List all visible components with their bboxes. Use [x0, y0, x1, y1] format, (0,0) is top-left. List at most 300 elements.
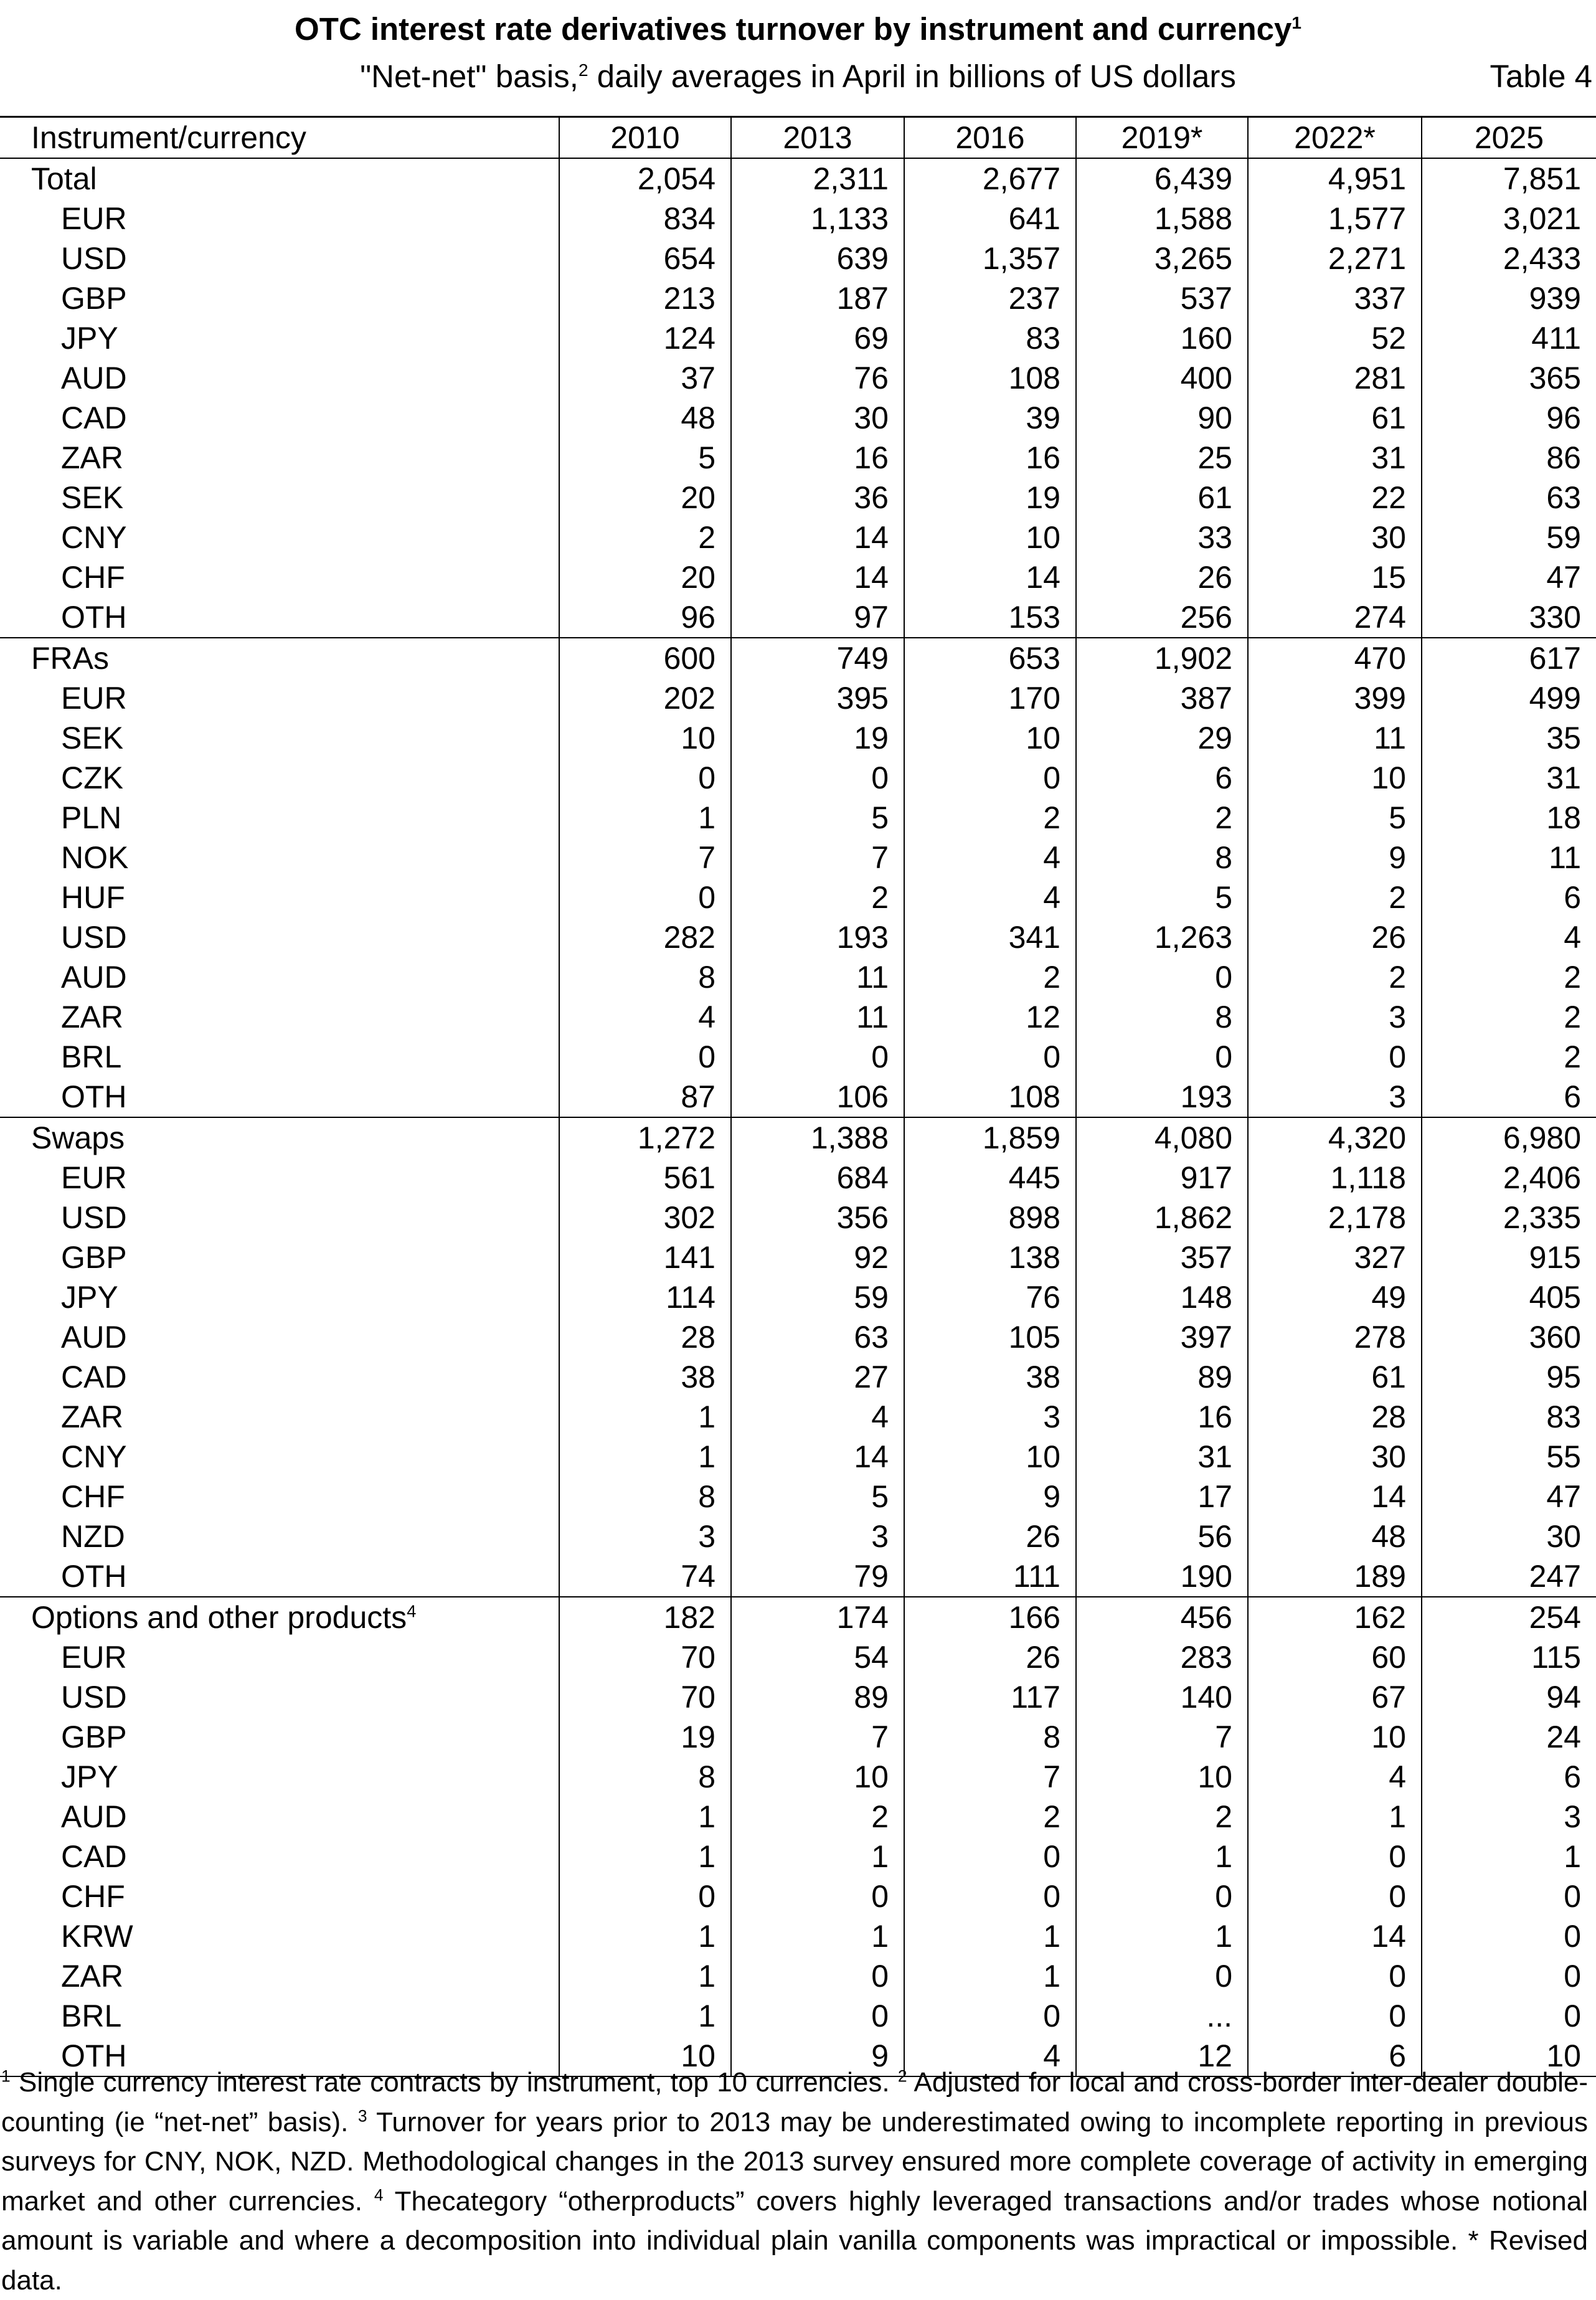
value-cell: 3	[1422, 1797, 1596, 1837]
value-cell: 1	[559, 1837, 731, 1876]
currency-row	[0, 1317, 1596, 1357]
value-cell: 124	[559, 318, 731, 358]
value-cell: 1	[1076, 1916, 1248, 1956]
value-cell: 2	[904, 957, 1076, 997]
value-cell: 140	[1076, 1677, 1248, 1717]
value-cell: 2,271	[1248, 239, 1422, 278]
currency-row	[0, 718, 1596, 758]
footnote-mark: 1	[1, 2066, 11, 2086]
value-cell: 1	[559, 1996, 731, 2036]
instrument-label-text: FRAs	[31, 641, 109, 676]
value-cell: 2	[731, 1797, 904, 1837]
currency-label: ZAR	[61, 1399, 123, 1434]
currency-label: USD	[61, 1200, 127, 1235]
value-cell: 28	[1248, 1397, 1422, 1437]
group-total-row	[0, 1117, 1596, 1158]
value-cell: 5	[1076, 878, 1248, 917]
value-cell: 0	[559, 1037, 731, 1077]
currency-row	[0, 1916, 1596, 1956]
value-cell: 4,951	[1248, 158, 1422, 199]
value-cell: 456	[1076, 1597, 1248, 1637]
value-cell: 2	[1248, 878, 1422, 917]
value-cell: 30	[1422, 1517, 1596, 1556]
column-header-year: 2013	[731, 117, 904, 159]
value-cell: 89	[1076, 1357, 1248, 1397]
value-cell: 14	[1248, 1477, 1422, 1517]
value-cell: 3	[1248, 1077, 1422, 1117]
value-cell: 2,677	[904, 158, 1076, 199]
value-cell: 10	[1248, 758, 1422, 798]
column-header-instrument: Instrument/currency	[31, 120, 306, 155]
value-cell: 14	[731, 1437, 904, 1477]
value-cell: 5	[559, 438, 731, 478]
value-cell: 2,311	[731, 158, 904, 199]
value-cell: 55	[1422, 1437, 1596, 1477]
value-cell: 11	[1422, 838, 1596, 878]
instrument-label-text: Swaps	[31, 1120, 125, 1155]
value-cell: 2,178	[1248, 1198, 1422, 1238]
footnote-mark: 2	[897, 2066, 907, 2086]
currency-label: CHF	[61, 1879, 125, 1914]
instrument-label-text: Options and other products	[31, 1600, 407, 1635]
value-cell: 38	[559, 1357, 731, 1397]
value-cell: 537	[1076, 278, 1248, 318]
value-cell: 641	[904, 199, 1076, 239]
currency-row	[0, 997, 1596, 1037]
value-cell: 213	[559, 278, 731, 318]
value-cell: 4	[1422, 917, 1596, 957]
value-cell: 10	[1076, 1757, 1248, 1797]
value-cell: 14	[904, 557, 1076, 597]
value-cell: 6	[1422, 878, 1596, 917]
value-cell: 2,335	[1422, 1198, 1596, 1238]
currency-row	[0, 557, 1596, 597]
value-cell: 639	[731, 239, 904, 278]
currency-label: ZAR	[61, 1959, 123, 1994]
value-cell: 1	[904, 1916, 1076, 1956]
value-cell: 92	[731, 1238, 904, 1277]
instrument-group	[0, 638, 1596, 1117]
currency-row	[0, 1277, 1596, 1317]
currency-row	[0, 1238, 1596, 1277]
value-cell: 8	[1076, 838, 1248, 878]
value-cell: 10	[904, 1437, 1076, 1477]
column-header-year: 2016	[904, 117, 1076, 159]
value-cell: 16	[1076, 1397, 1248, 1437]
value-cell: 237	[904, 278, 1076, 318]
value-cell: 834	[559, 199, 731, 239]
currency-row	[0, 917, 1596, 957]
currency-row	[0, 838, 1596, 878]
value-cell: 115	[1422, 1637, 1596, 1677]
value-cell: 0	[1248, 1837, 1422, 1876]
footnote-text: Turnover for years prior to 2013 may be underestimated owing to incomplete reporting in previous surveys for CNY, NOK, NZD. Methodological changes in the 2013 survey ensured more complete coverage of activity in emerging market and other currencies.	[1, 2106, 1588, 2217]
currency-label: AUD	[61, 960, 127, 995]
value-cell: 70	[559, 1677, 731, 1717]
value-cell: 96	[1422, 398, 1596, 438]
value-cell: 915	[1422, 1238, 1596, 1277]
value-cell: 59	[731, 1277, 904, 1317]
value-cell: 193	[731, 917, 904, 957]
value-cell: 47	[1422, 1477, 1596, 1517]
value-cell: 19	[559, 1717, 731, 1757]
value-cell: 70	[559, 1637, 731, 1677]
value-cell: 0	[731, 1956, 904, 1996]
currency-row	[0, 1956, 1596, 1996]
currency-label: EUR	[61, 1160, 127, 1195]
value-cell: 33	[1076, 518, 1248, 557]
currency-label: KRW	[61, 1919, 133, 1954]
instrument-group	[0, 1117, 1596, 1597]
value-cell: 1	[559, 1437, 731, 1477]
instrument-footnote-mark: 4	[407, 1601, 417, 1621]
table-subtitle	[0, 56, 1596, 97]
currency-label: USD	[61, 920, 127, 955]
value-cell: 0	[1248, 1876, 1422, 1916]
value-cell: 108	[904, 358, 1076, 398]
value-cell: 2	[1248, 957, 1422, 997]
value-cell: 30	[731, 398, 904, 438]
currency-row	[0, 1357, 1596, 1397]
value-cell: 25	[1076, 438, 1248, 478]
currency-row	[0, 1996, 1596, 2036]
value-cell: 0	[904, 1837, 1076, 1876]
value-cell: 26	[1248, 917, 1422, 957]
value-cell: 11	[731, 997, 904, 1037]
currency-row	[0, 1517, 1596, 1556]
value-cell: 18	[1422, 798, 1596, 838]
subtitle-text-pre: "Net-net" basis,	[360, 59, 578, 94]
value-cell: 600	[559, 638, 731, 678]
value-cell: 5	[731, 1477, 904, 1517]
instrument-label-text: Total	[31, 161, 97, 196]
value-cell: 8	[559, 1757, 731, 1797]
value-cell: 0	[904, 758, 1076, 798]
value-cell: 141	[559, 1238, 731, 1277]
currency-label: CHF	[61, 1479, 125, 1514]
value-cell: 170	[904, 678, 1076, 718]
value-cell: 4	[559, 997, 731, 1037]
instrument-label	[0, 1117, 559, 1158]
value-cell: 0	[904, 1037, 1076, 1077]
value-cell: 74	[559, 1556, 731, 1597]
value-cell: 30	[1248, 1437, 1422, 1477]
value-cell: 360	[1422, 1317, 1596, 1357]
value-cell: 86	[1422, 438, 1596, 478]
value-cell: 1,862	[1076, 1198, 1248, 1238]
value-cell: 0	[1076, 957, 1248, 997]
currency-row	[0, 798, 1596, 838]
value-cell: 12	[904, 997, 1076, 1037]
value-cell: 2	[904, 798, 1076, 838]
currency-label: CNY	[61, 520, 127, 555]
value-cell: 48	[559, 398, 731, 438]
currency-label: ZAR	[61, 1000, 123, 1034]
value-cell: 749	[731, 638, 904, 678]
currency-row	[0, 1837, 1596, 1876]
value-cell: 29	[1076, 718, 1248, 758]
value-cell: 90	[1076, 398, 1248, 438]
value-cell: 4	[731, 1397, 904, 1437]
value-cell: ...	[1076, 1996, 1248, 2036]
value-cell: 8	[559, 1477, 731, 1517]
value-cell: 9	[1248, 838, 1422, 878]
value-cell: 3	[731, 1517, 904, 1556]
value-cell: 117	[904, 1677, 1076, 1717]
currency-row	[0, 518, 1596, 557]
value-cell: 94	[1422, 1677, 1596, 1717]
value-cell: 282	[559, 917, 731, 957]
value-cell: 0	[1422, 1956, 1596, 1996]
value-cell: 330	[1422, 597, 1596, 638]
turnover-table	[0, 116, 1596, 2077]
value-cell: 16	[731, 438, 904, 478]
value-cell: 0	[1248, 1037, 1422, 1077]
group-total-row	[0, 638, 1596, 678]
currency-label: HUF	[61, 880, 125, 915]
currency-label: BRL	[61, 1039, 122, 1074]
value-cell: 11	[731, 957, 904, 997]
value-cell: 365	[1422, 358, 1596, 398]
value-cell: 56	[1076, 1517, 1248, 1556]
currency-row	[0, 278, 1596, 318]
value-cell: 7	[1076, 1717, 1248, 1757]
column-header-year: 2019*	[1076, 117, 1248, 159]
currency-label: GBP	[61, 1240, 127, 1275]
currency-row	[0, 1037, 1596, 1077]
group-total-row	[0, 158, 1596, 199]
value-cell: 3	[559, 1517, 731, 1556]
value-cell: 14	[731, 518, 904, 557]
value-cell: 2	[1076, 1797, 1248, 1837]
value-cell: 5	[1248, 798, 1422, 838]
value-cell: 19	[731, 718, 904, 758]
currency-label: NZD	[61, 1519, 125, 1554]
value-cell: 411	[1422, 318, 1596, 358]
value-cell: 387	[1076, 678, 1248, 718]
currency-row	[0, 957, 1596, 997]
instrument-group	[0, 1597, 1596, 2076]
value-cell: 3	[904, 1397, 1076, 1437]
value-cell: 37	[559, 358, 731, 398]
value-cell: 4	[1248, 1757, 1422, 1797]
value-cell: 0	[731, 1037, 904, 1077]
value-cell: 4	[904, 878, 1076, 917]
value-cell: 6	[1248, 2036, 1422, 2076]
value-cell: 0	[1422, 1876, 1596, 1916]
currency-label: CHF	[61, 560, 125, 595]
currency-label: GBP	[61, 281, 127, 316]
value-cell: 2	[1422, 957, 1596, 997]
currency-row	[0, 597, 1596, 638]
currency-label: JPY	[61, 321, 118, 356]
value-cell: 111	[904, 1556, 1076, 1597]
value-cell: 254	[1422, 1597, 1596, 1637]
footnotes	[1, 2063, 1588, 2300]
title-footnote-mark: 1	[1291, 13, 1301, 32]
currency-label: SEK	[61, 480, 124, 515]
value-cell: 61	[1248, 1357, 1422, 1397]
footnote-text: Single currency interest rate contracts by instrument, top 10 currencies.	[10, 2067, 898, 2098]
value-cell: 1	[731, 1916, 904, 1956]
value-cell: 202	[559, 678, 731, 718]
header-row	[0, 117, 1596, 159]
value-cell: 2,054	[559, 158, 731, 199]
currency-row	[0, 1397, 1596, 1437]
value-cell: 898	[904, 1198, 1076, 1238]
currency-row	[0, 1077, 1596, 1117]
currency-row	[0, 1717, 1596, 1757]
currency-row	[0, 1158, 1596, 1198]
column-header-year: 2025	[1422, 117, 1596, 159]
currency-label: OTH	[61, 2038, 127, 2073]
value-cell: 2,406	[1422, 1158, 1596, 1198]
value-cell: 138	[904, 1238, 1076, 1277]
value-cell: 10	[559, 718, 731, 758]
value-cell: 5	[731, 798, 904, 838]
footnote-mark: 3	[357, 2106, 367, 2125]
currency-label: AUD	[61, 1799, 127, 1834]
value-cell: 108	[904, 1077, 1076, 1117]
currency-label: JPY	[61, 1280, 118, 1315]
value-cell: 10	[904, 518, 1076, 557]
footnote-text: Adjusted for local and cross-border inter-dealer double-counting (ie “net-net” basis).	[1, 2067, 1588, 2137]
value-cell: 274	[1248, 597, 1422, 638]
currency-label: USD	[61, 1680, 127, 1715]
currency-row	[0, 1198, 1596, 1238]
value-cell: 2,433	[1422, 239, 1596, 278]
value-cell: 174	[731, 1597, 904, 1637]
value-cell: 36	[731, 478, 904, 518]
value-cell: 19	[904, 478, 1076, 518]
instrument-group	[0, 158, 1596, 638]
value-cell: 397	[1076, 1317, 1248, 1357]
value-cell: 399	[1248, 678, 1422, 718]
value-cell: 1	[559, 1956, 731, 1996]
value-cell: 61	[1248, 398, 1422, 438]
footnote-text: Thecategory “otherproducts” covers highly leveraged transactions and/or trades whose notional amount is variable and where a decomposition into individual plain vanilla components was impractical or impossible. * Revised data.	[1, 2185, 1588, 2296]
value-cell: 617	[1422, 638, 1596, 678]
currency-label: PLN	[61, 800, 122, 835]
value-cell: 96	[559, 597, 731, 638]
value-cell: 9	[731, 2036, 904, 2076]
value-cell: 939	[1422, 278, 1596, 318]
value-cell: 0	[1422, 1916, 1596, 1956]
value-cell: 190	[1076, 1556, 1248, 1597]
value-cell: 1,859	[904, 1117, 1076, 1158]
value-cell: 10	[559, 2036, 731, 2076]
value-cell: 52	[1248, 318, 1422, 358]
value-cell: 1,118	[1248, 1158, 1422, 1198]
value-cell: 162	[1248, 1597, 1422, 1637]
value-cell: 1	[904, 1956, 1076, 1996]
currency-row	[0, 1677, 1596, 1717]
value-cell: 35	[1422, 718, 1596, 758]
value-cell: 1,388	[731, 1117, 904, 1158]
value-cell: 26	[904, 1637, 1076, 1677]
data-table-container	[0, 116, 1596, 2077]
value-cell: 2	[1422, 997, 1596, 1037]
value-cell: 10	[904, 718, 1076, 758]
currency-row	[0, 1757, 1596, 1797]
value-cell: 0	[904, 1876, 1076, 1916]
value-cell: 24	[1422, 1717, 1596, 1757]
currency-row	[0, 358, 1596, 398]
value-cell: 0	[1076, 1037, 1248, 1077]
value-cell: 63	[731, 1317, 904, 1357]
value-cell: 6,439	[1076, 158, 1248, 199]
value-cell: 89	[731, 1677, 904, 1717]
value-cell: 247	[1422, 1556, 1596, 1597]
value-cell: 499	[1422, 678, 1596, 718]
value-cell: 153	[904, 597, 1076, 638]
value-cell: 1	[559, 1797, 731, 1837]
value-cell: 8	[904, 1717, 1076, 1757]
currency-row	[0, 758, 1596, 798]
value-cell: 61	[1076, 478, 1248, 518]
value-cell: 28	[559, 1317, 731, 1357]
instrument-label	[0, 1597, 559, 1637]
value-cell: 4	[904, 2036, 1076, 2076]
instrument-label	[0, 158, 559, 199]
value-cell: 47	[1422, 557, 1596, 597]
currency-label: EUR	[61, 1640, 127, 1675]
value-cell: 20	[559, 557, 731, 597]
value-cell: 27	[731, 1357, 904, 1397]
value-cell: 95	[1422, 1357, 1596, 1397]
value-cell: 278	[1248, 1317, 1422, 1357]
value-cell: 7	[904, 1757, 1076, 1797]
value-cell: 341	[904, 917, 1076, 957]
value-cell: 2	[731, 878, 904, 917]
value-cell: 106	[731, 1077, 904, 1117]
currency-row	[0, 199, 1596, 239]
currency-label: ZAR	[61, 440, 123, 475]
value-cell: 10	[731, 1757, 904, 1797]
value-cell: 49	[1248, 1277, 1422, 1317]
currency-label: BRL	[61, 1999, 122, 2033]
value-cell: 48	[1248, 1517, 1422, 1556]
currency-label: CAD	[61, 1360, 127, 1394]
value-cell: 83	[904, 318, 1076, 358]
currency-label: OTH	[61, 1079, 127, 1114]
value-cell: 26	[904, 1517, 1076, 1556]
value-cell: 3,021	[1422, 199, 1596, 239]
value-cell: 7	[731, 838, 904, 878]
value-cell: 14	[1248, 1916, 1422, 1956]
value-cell: 38	[904, 1357, 1076, 1397]
value-cell: 405	[1422, 1277, 1596, 1317]
value-cell: 1	[1076, 1837, 1248, 1876]
value-cell: 1,357	[904, 239, 1076, 278]
currency-label: CZK	[61, 760, 123, 795]
value-cell: 1	[559, 1397, 731, 1437]
value-cell: 105	[904, 1317, 1076, 1357]
currency-label: NOK	[61, 840, 129, 875]
value-cell: 39	[904, 398, 1076, 438]
value-cell: 15	[1248, 557, 1422, 597]
value-cell: 67	[1248, 1677, 1422, 1717]
value-cell: 1	[1422, 1837, 1596, 1876]
value-cell: 69	[731, 318, 904, 358]
currency-row	[0, 878, 1596, 917]
currency-label: EUR	[61, 681, 127, 716]
currency-label: AUD	[61, 1320, 127, 1355]
table-header	[0, 117, 1596, 159]
currency-row	[0, 398, 1596, 438]
value-cell: 16	[904, 438, 1076, 478]
value-cell: 193	[1076, 1077, 1248, 1117]
